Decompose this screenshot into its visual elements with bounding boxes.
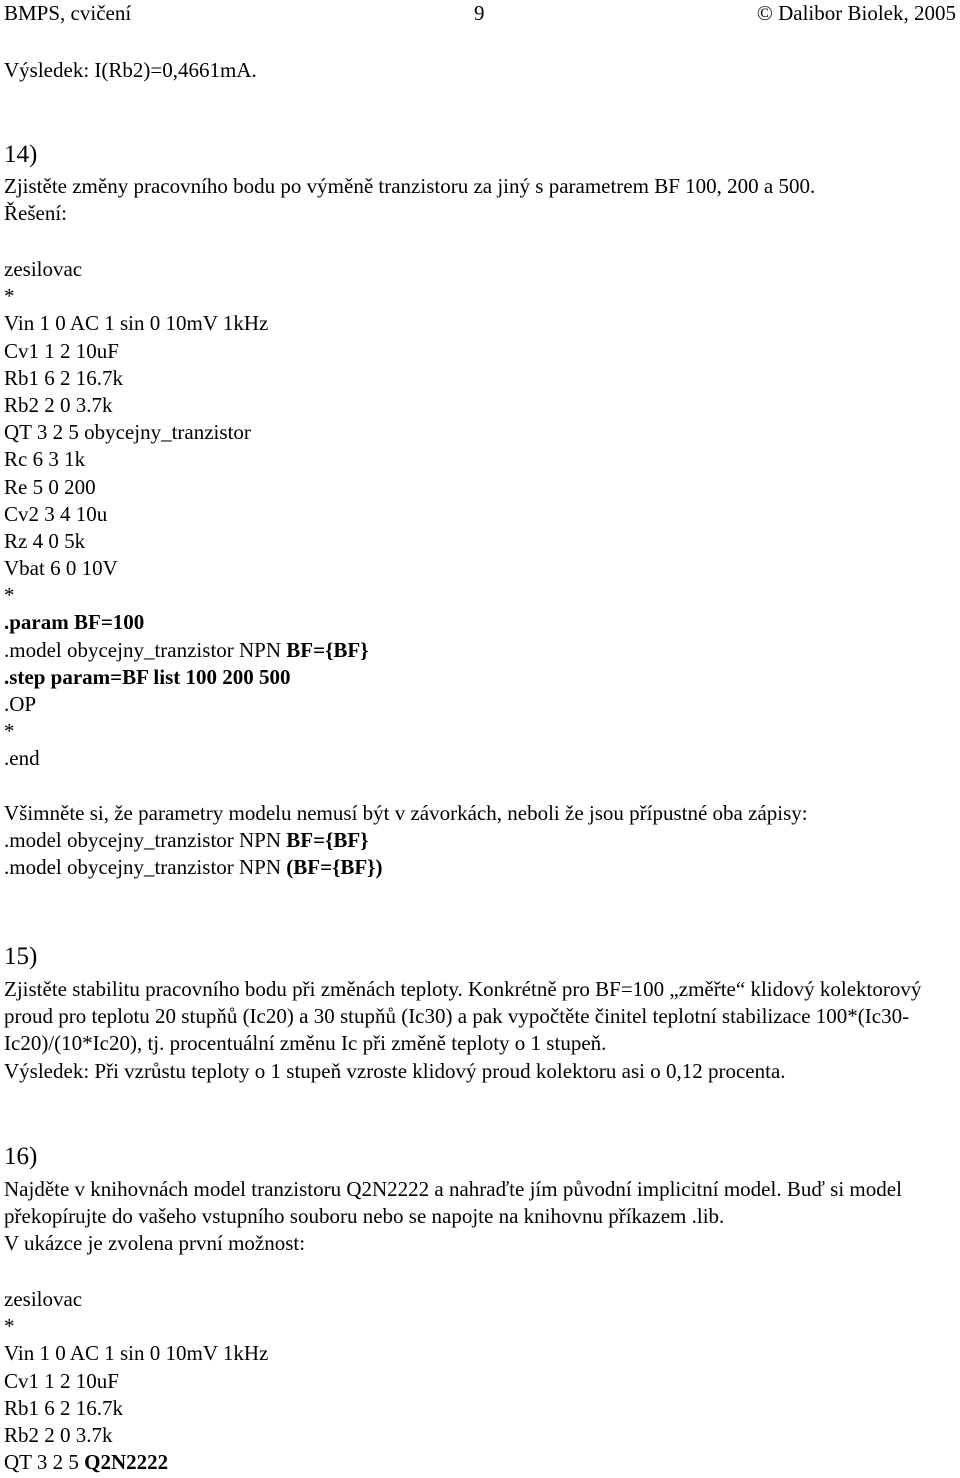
netlist-line: Vin 1 0 AC 1 sin 0 10mV 1kHz: [4, 311, 269, 336]
header-course: BMPS, cvičení: [4, 1, 132, 25]
section-14: [4, 140, 954, 170]
section-15-title: 15): [4, 943, 38, 970]
section-16-choice: V ukázce je zvolena první možnost:: [4, 1231, 306, 1256]
step-line-text: .step param=BF list 100 200 500: [4, 664, 291, 689]
netlist-line: *: [4, 284, 15, 309]
section-16-title: 16): [4, 1143, 38, 1170]
netlist-line: QT 3 2 5 obycejny_tranzistor: [4, 420, 251, 445]
netlist-line: zesilovac: [4, 1287, 83, 1311]
page-number: 9: [474, 1, 485, 25]
model-line: [4, 637, 954, 664]
section-16-text: Najděte v knihovnách model tranzistoru Q2N2222 a nahraďte jím původní implicitní model. Buď si model překopírujte do vašeho vstupního souboru nebo se napojte na knihovnu příkazem .lib.: [4, 1177, 902, 1229]
note-model-1-bold: BF={BF}: [286, 827, 369, 852]
note-model-2-text: .model obycejny_tranzistor NPN: [4, 855, 287, 880]
section-15-body: [4, 976, 954, 1085]
netlist-line: Vin 1 0 AC 1 sin 0 10mV 1kHz: [4, 1341, 269, 1366]
netlist-line: Re 5 0 200: [4, 474, 96, 499]
qt-line: [4, 1449, 954, 1476]
section-14-body: [4, 173, 954, 227]
star-line: *: [4, 719, 15, 744]
section-15: [4, 942, 954, 972]
netlist-line: *: [4, 1314, 15, 1339]
section-14-title: 14): [4, 141, 38, 168]
section-16-body: [4, 1176, 954, 1258]
netlist-line: zesilovac: [4, 257, 83, 281]
netlist-line: Cv1 1 2 10uF: [4, 1368, 119, 1393]
netlist-line: Cv1 1 2 10uF: [4, 338, 119, 363]
qt-line-model: Q2N2222: [84, 1450, 169, 1475]
result-13-text: Výsledek: I(Rb2)=0,4661mA.: [4, 58, 257, 82]
section-14-task: Zjistěte změny pracovního bodu po výměně tranzistoru za jiný s parametrem BF 100, 200 a 500.: [4, 174, 816, 198]
netlist-line: Cv2 3 4 10u: [4, 501, 108, 526]
section-16-netlist: [4, 1286, 954, 1476]
netlist-line: Rb1 6 2 16.7k: [4, 1395, 124, 1420]
netlist-line: Vbat 6 0 10V: [4, 556, 118, 581]
param-line-text: .param BF=100: [4, 610, 145, 635]
model-line-bold: BF={BF}: [286, 637, 369, 662]
model-line-text: .model obycejny_tranzistor NPN: [4, 637, 287, 662]
op-line: .OP: [4, 692, 37, 716]
qt-line-text: QT 3 2 5: [4, 1450, 85, 1475]
step-line: [4, 664, 954, 691]
section-15-text: Zjistěte stabilitu pracovního bodu při změnách teploty. Konkrétně pro BF=100 „změřte“ klidový kolektorový proud pro teplotu 20 stupňů (Ic20) a 30 stupňů (Ic30) a pak vypočtěte činitel teplotní stabilizace 100*(Ic30-Ic20)/(10*Ic20), tj. procentuální změnu Ic při změně teploty o 1 stupeň.: [4, 977, 922, 1056]
end-line: .end: [4, 746, 40, 771]
section-16: [4, 1142, 954, 1172]
page-header: [0, 0, 960, 28]
netlist-line: Rb1 6 2 16.7k: [4, 365, 124, 390]
note-model-2-bold: (BF={BF}): [286, 855, 383, 880]
note-model-1-text: .model obycejny_tranzistor NPN: [4, 827, 287, 852]
section-14-note: Všimněte si, že parametry modelu nemusí být v závorkách, neboli že jsou přípustné oba zápisy:: [4, 800, 808, 825]
netlist-line: Rb2 2 0 3.7k: [4, 392, 113, 417]
header-copyright: © Dalibor Biolek, 2005: [756, 1, 956, 25]
section-15-result: Výsledek: Při vzrůstu teploty o 1 stupeň vzroste klidový proud kolektoru asi o 0,12 procenta.: [4, 1058, 786, 1083]
result-13: [4, 57, 954, 84]
note-model-line-1: [4, 827, 954, 854]
section-14-netlist: [4, 256, 954, 881]
netlist-line: Rb2 2 0 3.7k: [4, 1422, 113, 1447]
param-line: [4, 609, 954, 636]
netlist-line: *: [4, 583, 15, 608]
section-14-solution-label: Řešení:: [4, 201, 67, 226]
netlist-line: Rz 4 0 5k: [4, 528, 86, 553]
netlist-line: Rc 6 3 1k: [4, 447, 86, 472]
note-model-line-2: [4, 854, 954, 881]
